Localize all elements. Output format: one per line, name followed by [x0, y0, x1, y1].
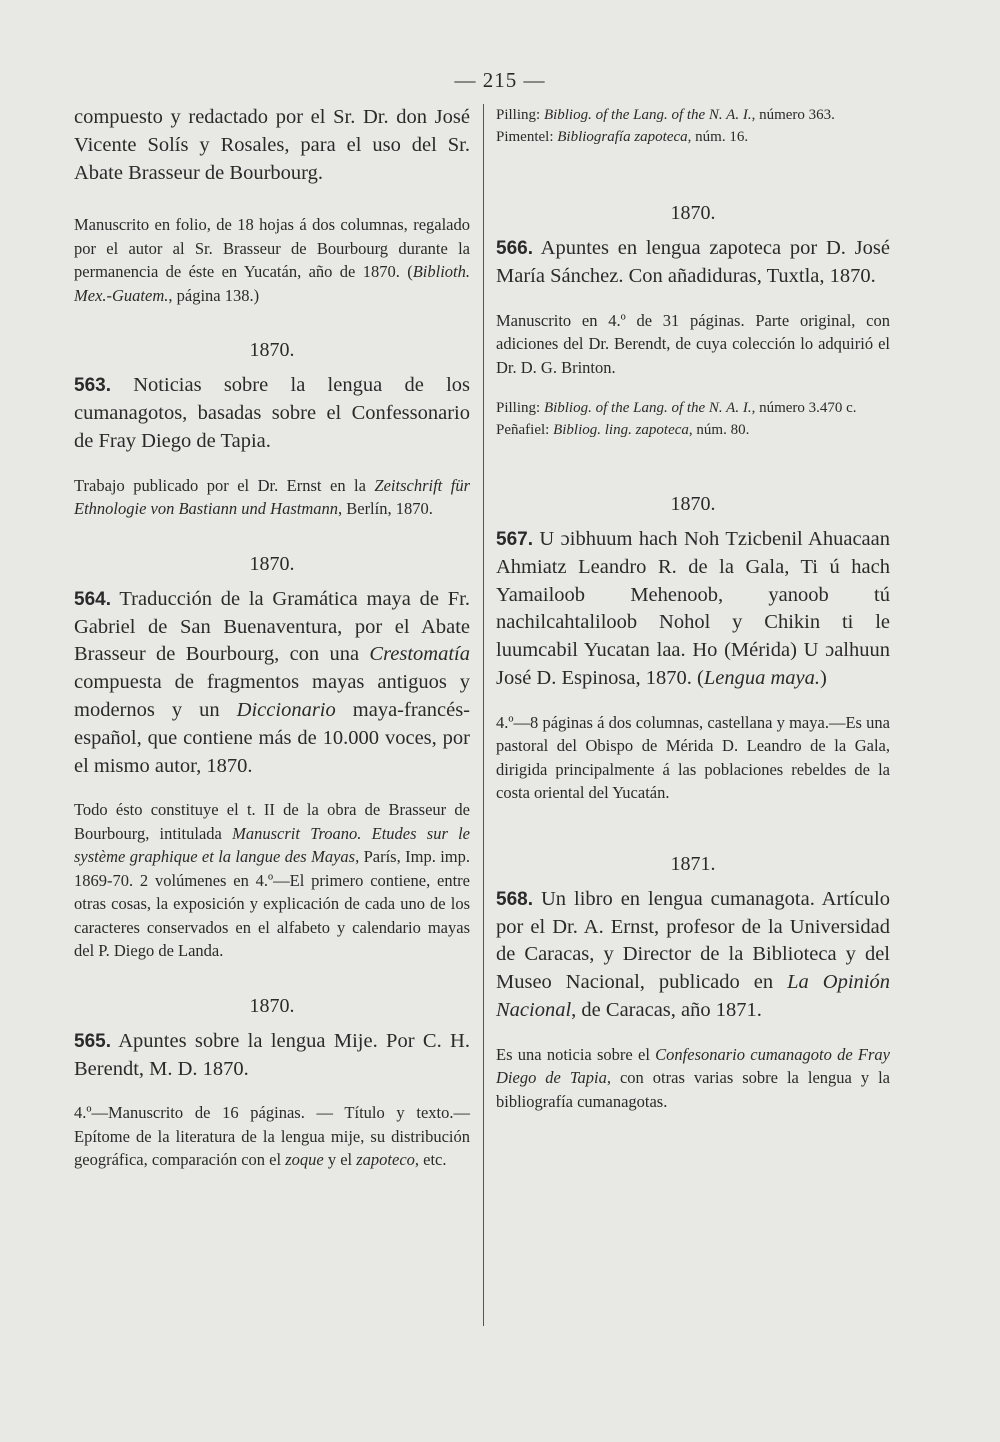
entry-number: 563. — [74, 375, 111, 397]
entry-number: 564. — [74, 588, 111, 610]
year-heading-567: 1870. — [670, 493, 716, 516]
year-heading-568: 1871. — [670, 852, 716, 875]
entry-568: 568. Un libro en lengua cumanagota. Artículo por el Dr. A. Ernst, profesor de la Universidad de Caracas, y Director de la Biblioteca y del Museo Nacional, publicado en La Opinión Nacional, de Caracas, año 1871. — [496, 887, 890, 1022]
bibliography-ref: Peñafiel: Bibliog. ling. zapoteca, núm. 80. — [496, 422, 750, 439]
bibliography-ref: Pimentel: Bibliografía zapoteca, núm. 16. — [496, 129, 749, 145]
entry-564: 564. Traducción de la Gramática maya de Fr. Gabriel de San Buenaventura, por el Abate Brasseur de Bourbourg, con una Crestomatía compuesta de fragmentos mayas antiguos y modernos y un Diccionario maya-francés-español, que contiene más de 10.000 voces, por el mismo autor, 1870. — [74, 587, 470, 777]
entry-562-continuation: compuesto y redactado por el Sr. Dr. don José Vicente Solís y Rosales, para el uso del Sr. Abate Brasseur de Bourbourg. — [74, 106, 470, 184]
entry-563-note: Trabajo publicado por el Dr. Ernst en la Zeitschrift für Ethnologie von Bastiann und Hastmann, Berlín, 1870. — [74, 475, 470, 519]
entry-566: 566. Apuntes en lengua zapoteca por D. José María Sánchez. Con añadiduras, Tuxtla, 1870. — [496, 237, 890, 287]
year-heading-564: 1870. — [249, 552, 295, 575]
entry-562-note: Manuscrito en folio, de 18 hojas á dos columnas, regalado por el autor al Sr. Brasseur de Bourbourg durante la permanencia de éste en Yucatán, año de 1870. (Biblioth. Mex.-Guatem., página 138.) — [74, 215, 470, 305]
entry-number: 567. — [496, 529, 533, 551]
bibliography-ref: Pilling: Bibliog. of the Lang. of the N. A. I., número 3.470 c. — [496, 400, 857, 417]
entry-number: 568. — [496, 888, 533, 910]
year-heading-566: 1870. — [670, 202, 716, 224]
entry-number: 566. — [496, 238, 533, 259]
right-column — [496, 104, 890, 1113]
entry-566-note: Manuscrito en 4.º de 31 páginas. Parte original, con adiciones del Dr. Berendt, de cuya colección lo adquirió el Dr. D. G. Brinton. — [496, 310, 890, 377]
page-number: — 215 — — [454, 68, 546, 92]
entry-565-note: 4.º—Manuscrito de 16 páginas. — Título y texto.—Epítome de la literatura de la lengua mije, su distribución geográfica, comparación con el zoque y el zapoteco, etc. — [74, 1103, 470, 1170]
left-column — [74, 104, 470, 1172]
entry-563: 563. Noticias sobre la lengua de los cumanagotos, basadas sobre el Confessonario de Fray Diego de Tapia. — [74, 374, 470, 452]
column-divider — [483, 104, 484, 1326]
entry-564-note: Todo ésto constituye el t. II de la obra de Brasseur de Bourbourg, intitulada Manuscrit Troano. Etudes sur le système graphique et la langue des Mayas, París, Imp. imp. 1869-70. 2 volúmenes en 4.º—El primero contiene, entre otras cosas, la exposición y explicación de cada uno de los caracteres conservados en el alfabeto y calendario mayas del P. Diego de Landa. — [74, 800, 471, 961]
entry-565: 565. Apuntes sobre la lengua Mije. Por C. H. Berendt, M. D. 1870. — [74, 1029, 470, 1080]
entry-568-note: Es una noticia sobre el Confesonario cumanagoto de Fray Diego de Tapia, con otras varias sobre la lengua y la bibliografía cumanagotas. — [496, 1044, 891, 1111]
bibliography-ref: Pilling: Bibliog. of the Lang. of the N. A. I., número 363. — [496, 107, 835, 123]
entry-567: 567. U ɔibhuum hach Noh Tzicbenil Ahuacaan Ahmiatz Leandro R. de la Gala, Ti ú hach Yamailoob Mehenoob, yanoob tú nachilcahtaliloob Nohol y Chikin ti le luumcabil Yucatan laa. Ho (Mérida) U ɔalhuun José D. Espinosa, 1870. (Lengua maya.) — [496, 528, 890, 690]
entry-number: 565. — [74, 1030, 111, 1052]
year-heading-565: 1870. — [249, 994, 295, 1017]
year-heading-563: 1870. — [249, 339, 295, 362]
entry-567-note: 4.º—8 páginas á dos columnas, castellana y maya.—Es una pastoral del Obispo de Mérida D. Leandro de la Gala, dirigida principalmente á las poblaciones rebeldes de la costa oriental del Yucatán. — [496, 712, 890, 803]
